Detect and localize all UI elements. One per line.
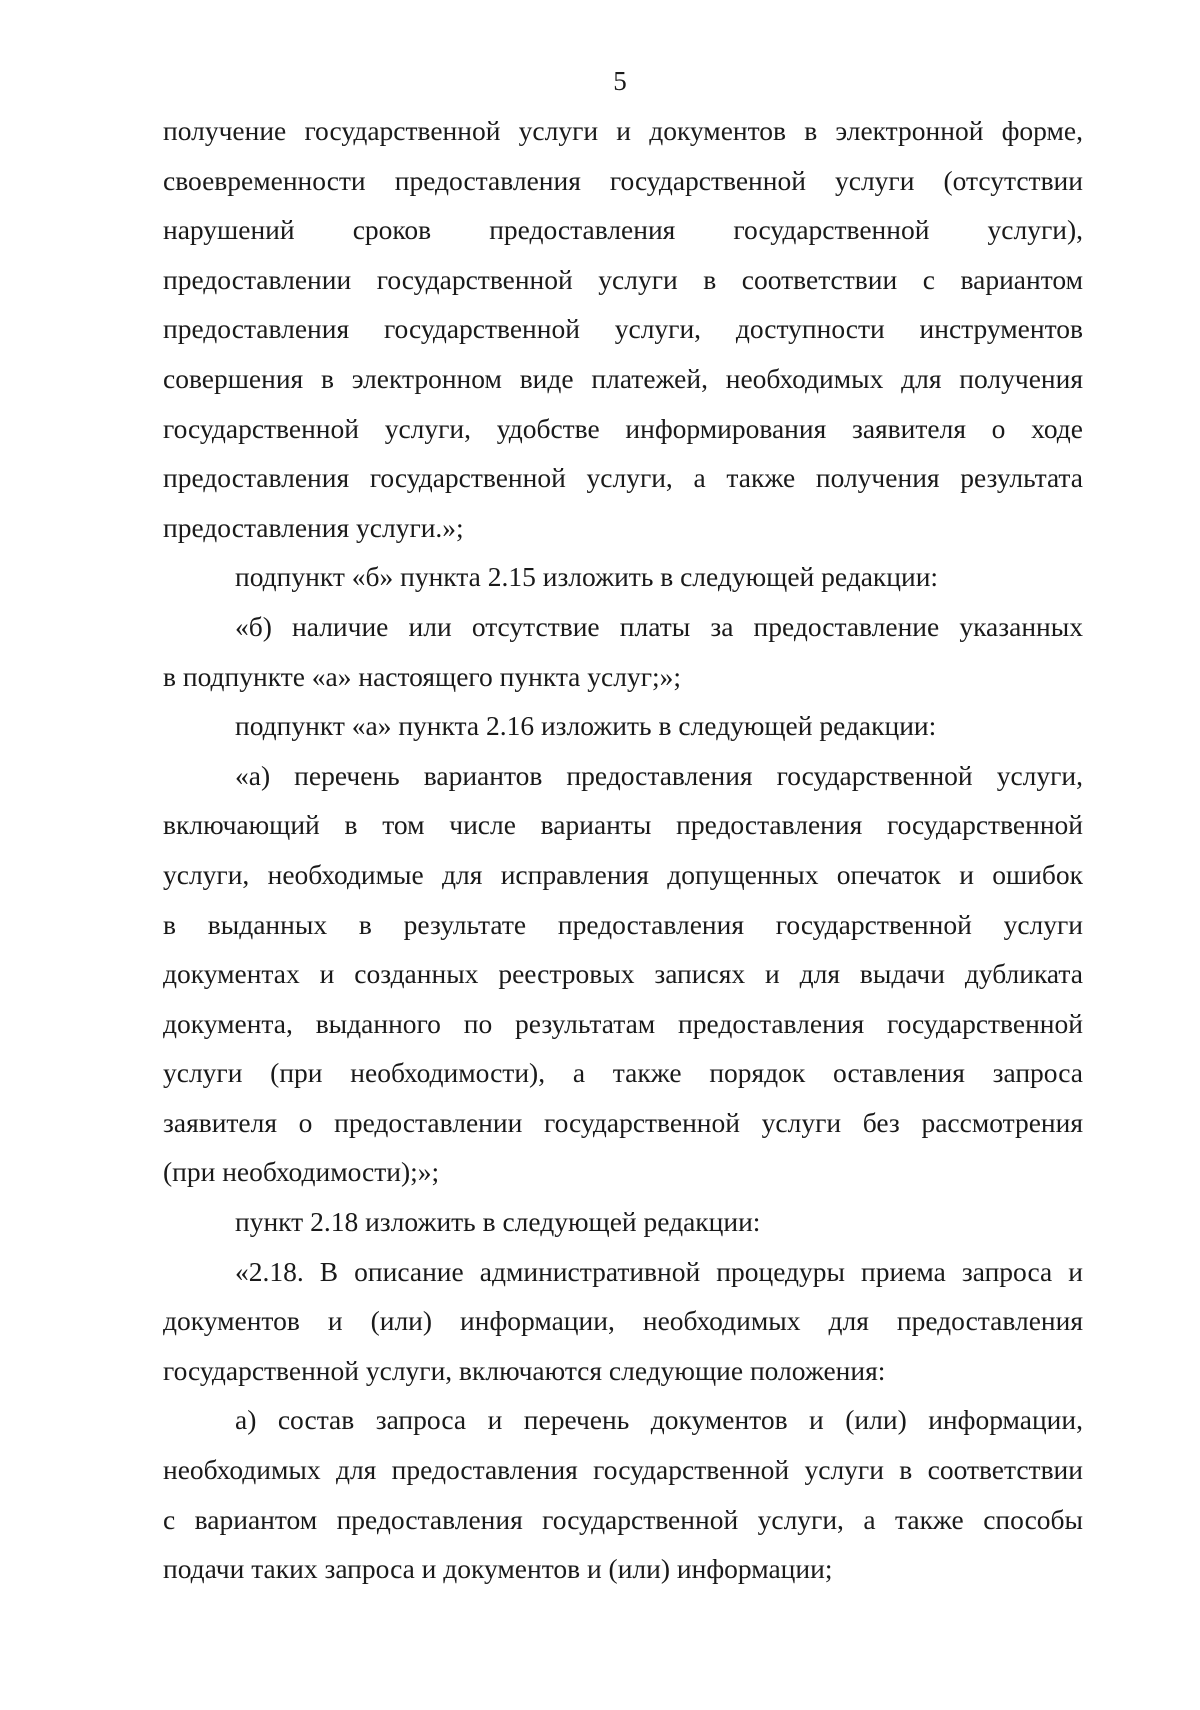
text-line: «а) перечень вариантов предоставления государственной услуги, bbox=[235, 759, 1083, 791]
text-line: с вариантом предоставления государственной услуги, а также способы bbox=[163, 1503, 1083, 1535]
text-line: совершения в электронном виде платежей, необходимых для получения bbox=[163, 362, 1083, 394]
page-number: 5 bbox=[613, 66, 627, 96]
text-line: государственной услуги, удобстве информирования заявителя о ходе bbox=[163, 412, 1083, 444]
text-line: своевременности предоставления государственной услуги (отсутствии bbox=[163, 164, 1083, 196]
text-line: подачи таких запроса и документов и (или) информации; bbox=[163, 1553, 833, 1585]
text-line: (при необходимости);»; bbox=[163, 1156, 440, 1188]
text-line: предоставления услуги.»; bbox=[163, 511, 464, 543]
text-line: государственной услуги, включаются следующие положения: bbox=[163, 1354, 886, 1386]
text-line: нарушений сроков предоставления государственной услуги), bbox=[163, 214, 1083, 246]
text-line: пункт 2.18 изложить в следующей редакции: bbox=[235, 1206, 761, 1238]
text-line: документах и созданных реестровых записях и для выдачи дубликата bbox=[163, 958, 1083, 990]
text-line: заявителя о предоставлении государственной услуги без рассмотрения bbox=[163, 1106, 1083, 1138]
text-line: услуги (при необходимости), а также порядок оставления запроса bbox=[163, 1057, 1083, 1089]
text-line: в выданных в результате предоставления государственной услуги bbox=[163, 908, 1083, 940]
text-line: включающий в том числе варианты предоставления государственной bbox=[163, 809, 1083, 841]
text-line: в подпункте «а» настоящего пункта услуг;»; bbox=[163, 660, 682, 692]
text-line: документа, выданного по результатам предоставления государственной bbox=[163, 1007, 1083, 1039]
document-body bbox=[163, 106, 1083, 1594]
text-line: «б) наличие или отсутствие платы за предоставление указанных bbox=[235, 610, 1083, 642]
text-line: предоставления государственной услуги, а также получения результата bbox=[163, 462, 1083, 494]
text-line: подпункт «а» пункта 2.16 изложить в следующей редакции: bbox=[235, 710, 937, 742]
text-line: «2.18. В описание административной процедуры приема запроса и bbox=[235, 1255, 1083, 1287]
text-line: услуги, необходимые для исправления допущенных опечаток и ошибок bbox=[163, 858, 1083, 890]
text-line: получение государственной услуги и документов в электронной форме, bbox=[163, 115, 1083, 146]
text-line: документов и (или) информации, необходимых для предоставления bbox=[163, 1305, 1083, 1337]
text-line: предоставлении государственной услуги в соответствии с вариантом bbox=[163, 263, 1083, 295]
text-line: подпункт «б» пункта 2.15 изложить в следующей редакции: bbox=[235, 561, 939, 593]
text-line: а) состав запроса и перечень документов и (или) информации, bbox=[235, 1404, 1083, 1436]
text-line: необходимых для предоставления государственной услуги в соответствии bbox=[163, 1454, 1083, 1486]
text-line: предоставления государственной услуги, доступности инструментов bbox=[163, 313, 1083, 345]
